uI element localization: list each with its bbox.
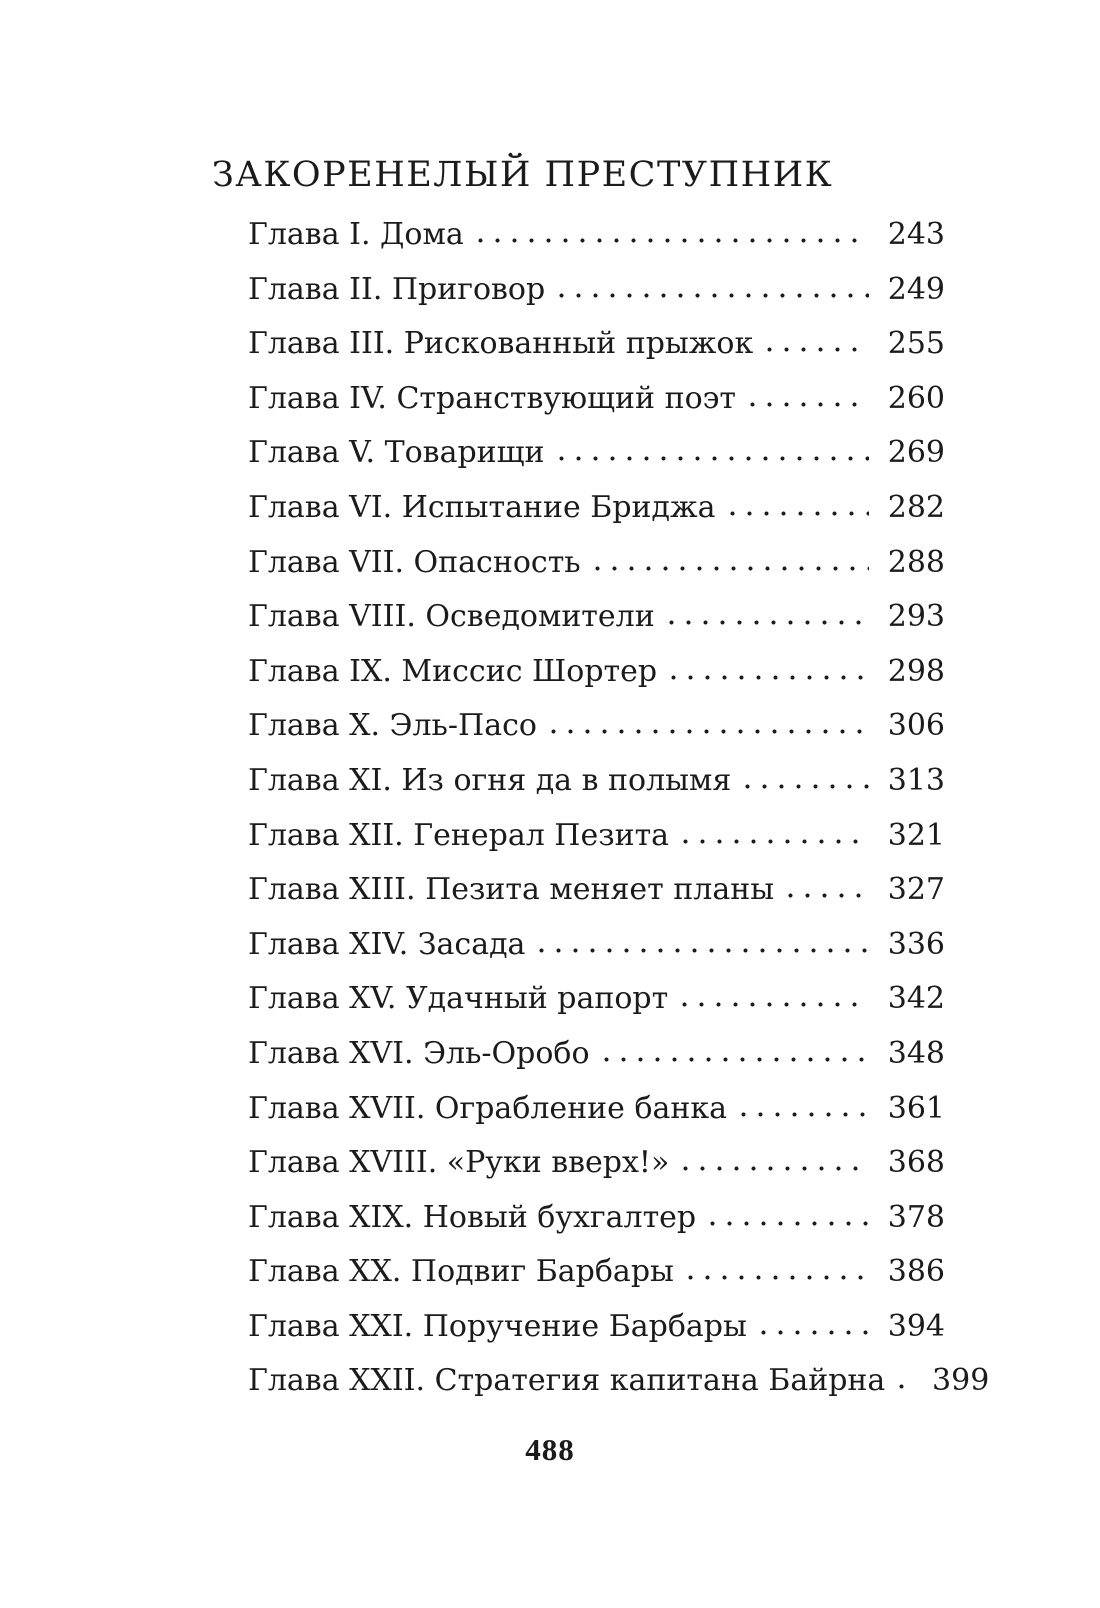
toc-dot-leader — [553, 292, 869, 299]
toc-dot-leader — [761, 346, 869, 353]
toc-entry-page-number: 348 — [887, 1035, 945, 1071]
toc-entry — [248, 372, 945, 427]
toc-entry-label: Глава XX. Подвиг Барбары — [248, 1254, 674, 1290]
toc-dot-leader — [744, 401, 869, 408]
toc-entry — [248, 754, 945, 809]
toc-dot-leader — [704, 1220, 869, 1227]
toc-entry-label: Глава XXI. Поручение Барбары — [248, 1308, 747, 1344]
toc-entry-label: Глава XV. Удачный рапорт — [248, 981, 669, 1017]
toc-entry-label: Глава VII. Опасность — [248, 544, 581, 580]
toc-entry — [248, 208, 945, 263]
toc-entry-label: Глава XVII. Ограбление банка — [248, 1090, 728, 1126]
toc-entry-page-number: 378 — [887, 1199, 945, 1235]
toc-entry-page-number: 288 — [887, 544, 945, 580]
toc-entry — [248, 481, 945, 536]
toc-entry-page-number: 255 — [887, 326, 945, 362]
toc-entry — [248, 590, 945, 645]
toc-entry — [248, 645, 945, 700]
section-title: ЗАКОРЕНЕЛЫЙ ПРЕСТУПНИК — [212, 155, 834, 195]
toc-entry-label: Глава II. Приговор — [248, 271, 546, 307]
toc-dot-leader — [682, 1274, 869, 1281]
toc-entry-page-number: 327 — [887, 872, 945, 908]
toc-entry-label: Глава III. Рискованный прыжок — [248, 326, 754, 362]
toc-entry-page-number: 368 — [887, 1145, 945, 1181]
toc-entry — [248, 918, 945, 973]
toc-entry-label: Глава XI. Из огня да в полымя — [248, 762, 732, 798]
toc-entry-page-number: 394 — [887, 1308, 945, 1344]
toc-dot-leader — [665, 674, 869, 681]
toc-entry — [248, 699, 945, 754]
toc-entry — [248, 1354, 990, 1409]
toc-entry — [248, 1245, 945, 1300]
toc-dot-leader — [589, 565, 869, 572]
toc-dot-leader — [739, 783, 869, 790]
toc-dot-leader — [663, 619, 869, 626]
toc-entry-label: Глава XIII. Пезита меняет планы — [248, 872, 775, 908]
toc-entry-page-number: 336 — [887, 926, 945, 962]
toc-entry-page-number: 361 — [887, 1090, 945, 1126]
toc-entry — [248, 426, 945, 481]
toc-dot-leader — [676, 1001, 869, 1008]
toc-dot-leader — [677, 1165, 869, 1172]
toc-entry-page-number: 260 — [887, 380, 945, 416]
toc-entry — [248, 1136, 945, 1191]
toc-dot-leader — [545, 728, 869, 735]
toc-entry — [248, 1082, 945, 1137]
toc-entry-page-number: 298 — [887, 653, 945, 689]
toc-entry-label: Глава IX. Миссис Шортер — [248, 653, 658, 689]
toc-entry-page-number: 313 — [887, 762, 945, 798]
toc-entry-page-number: 306 — [887, 708, 945, 744]
toc-entry-label: Глава XVI. Эль-Оробо — [248, 1035, 590, 1071]
toc-dot-leader — [533, 947, 869, 954]
toc-dot-leader — [598, 1056, 869, 1063]
toc-dot-leader — [735, 1111, 869, 1118]
toc-entry — [248, 972, 945, 1027]
toc-dot-leader — [677, 838, 869, 845]
toc-entry-label: Глава VIII. Осведомители — [248, 599, 655, 635]
toc-entry — [248, 809, 945, 864]
table-of-contents — [248, 208, 990, 1409]
toc-entry-label: Глава I. Дома — [248, 217, 464, 252]
folio-page-number: 488 — [525, 1432, 575, 1467]
toc-entry-label: Глава V. Товарищи — [248, 435, 545, 471]
toc-entry — [248, 1027, 945, 1082]
toc-entry-label: Глава XIV. Засада — [248, 926, 526, 962]
toc-dot-leader — [893, 1383, 913, 1390]
toc-entry-label: Глава XII. Генерал Пезита — [248, 817, 670, 853]
toc-entry — [248, 317, 945, 372]
toc-entry-label: Глава VI. Испытание Бриджа — [248, 489, 716, 525]
toc-dot-leader — [724, 510, 869, 517]
page-footer — [0, 1432, 1100, 1468]
toc-entry-page-number: 386 — [887, 1254, 945, 1290]
toc-entry-page-number: 243 — [887, 217, 945, 252]
toc-entry-page-number: 399 — [932, 1363, 990, 1399]
toc-entry — [248, 536, 945, 591]
toc-entry-page-number: 321 — [887, 817, 945, 853]
toc-entry-label: Глава X. Эль-Пасо — [248, 708, 537, 744]
toc-entry — [248, 1191, 945, 1246]
toc-entry-page-number: 269 — [887, 435, 945, 471]
toc-dot-leader — [553, 455, 869, 462]
toc-entry-page-number: 249 — [887, 271, 945, 307]
toc-entry-label: Глава IV. Странствующий поэт — [248, 380, 737, 416]
toc-entry-label: Глава XXII. Стратегия капитана Байрна — [248, 1363, 886, 1399]
toc-entry-page-number: 293 — [887, 599, 945, 635]
toc-dot-leader — [755, 1329, 869, 1336]
toc-entry — [248, 263, 945, 318]
toc-dot-leader — [782, 892, 869, 899]
toc-entry — [248, 863, 945, 918]
toc-entry — [248, 1300, 945, 1355]
toc-entry-label: Глава XVIII. «Руки вверх!» — [248, 1145, 670, 1181]
toc-dot-leader — [472, 237, 869, 244]
toc-entry-page-number: 342 — [887, 981, 945, 1017]
toc-entry-page-number: 282 — [887, 489, 945, 525]
toc-entry-label: Глава XIX. Новый бухгалтер — [248, 1199, 697, 1235]
